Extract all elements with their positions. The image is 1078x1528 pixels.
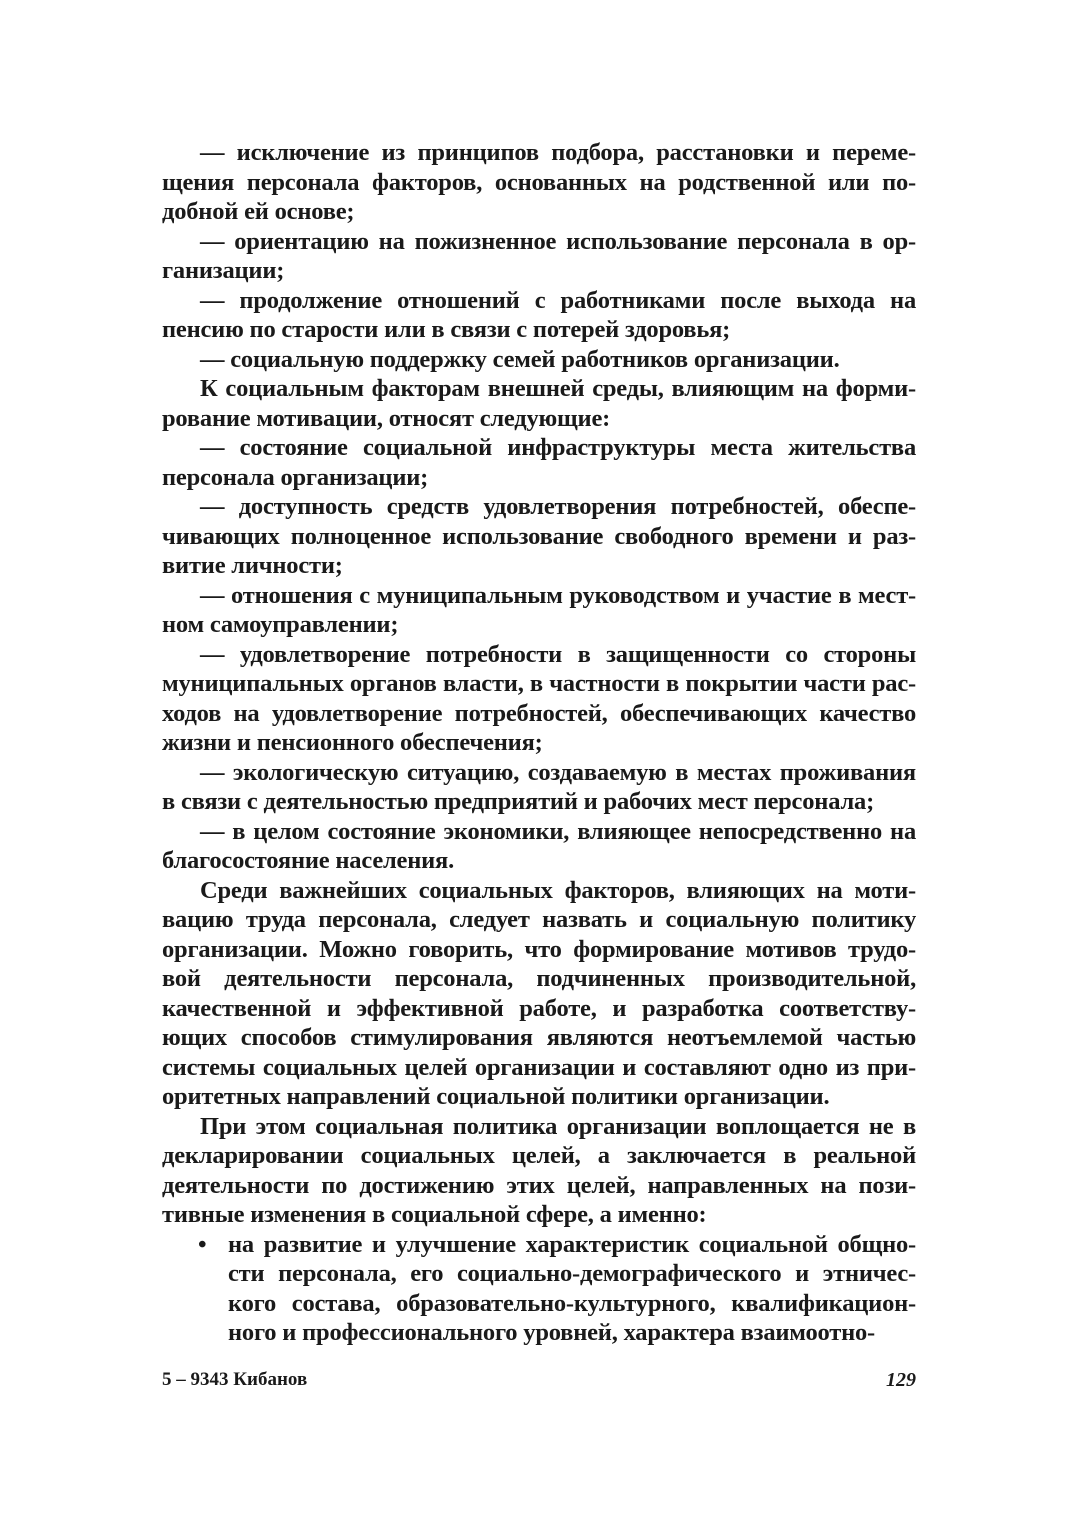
list-item-dash: — в целом состояние экономики, влияющее непосредственно на благосостояние населения. — [162, 817, 916, 874]
list-item-dash: — состояние социальной инфраструктуры места жительства персонала организации; — [162, 434, 916, 491]
list-item-dash: — исключение из принципов подбора, расстановки и переме-щения персонала факторов, основанных на родственной или по-добной ей основе; — [162, 139, 916, 225]
list-item-dash: — продолжение отношений с работниками после выхода на пенсию по старости или в связи с потерей здоровья; — [162, 286, 916, 343]
page-number: 129 — [886, 1369, 916, 1391]
paragraph: Среди важнейших социальных факторов, влияющих на моти-вацию труда персонала, следует назвать и социальную политику организации. Можно говорить, что формирование мотивов трудо-вой деятельности персонала, подчиненных производительной, качественной и эффективной работе, и разработка соответству-ющих способов стимулирования являются неотъемлемой частью системы социальных целей организации и составляют одно из при-оритетных направлений социальной политики организации. — [162, 876, 916, 1110]
paragraph: При этом социальная политика организации воплощается не в декларировании социальных целей, а заключается в реальной деятельности по достижению этих целей, направленных на пози-тивные изменения в социальной сфере, а именно: — [162, 1112, 916, 1228]
list-item-dash: — доступность средств удовлетворения потребностей, обеспе-чивающих полноценное использование свободного времени и раз-витие личности; — [162, 493, 916, 579]
page-body — [162, 138, 916, 1348]
bullet-list — [162, 1230, 916, 1348]
list-item-dash: — отношения с муниципальным руководством и участие в мест-ном самоуправлении; — [162, 581, 916, 638]
bullet-text: на развитие и улучшение характеристик социальной общно-сти персонала, его социально-демографического и этничес-кого состава, образовательно-культурного, квалификацион-ного и профессионального уровней, характера взаимоотно- — [228, 1230, 916, 1346]
paragraph: К социальным факторам внешней среды, влияющим на форми-рование мотивации, относят следующие: — [162, 375, 916, 432]
bullet-icon: • — [198, 1230, 207, 1258]
printer-signature: 5 – 9343 Кибанов — [162, 1369, 308, 1390]
bullet-list-item — [162, 1230, 916, 1348]
list-item-dash: — ориентацию на пожизненное использование персонала в ор-ганизации; — [162, 227, 916, 284]
list-item-dash: — социальную поддержку семей работников организации. — [200, 345, 840, 373]
list-item-dash: — удовлетворение потребности в защищенности со стороны муниципальных органов власти, в частности в покрытии части рас-ходов на удовлетворение потребностей, обеспечивающих качество жизни и пенсионного обеспечения; — [162, 640, 916, 756]
list-item-dash: — экологическую ситуацию, создаваемую в местах проживания в связи с деятельностью предприятий и рабочих мест персонала; — [162, 758, 916, 815]
